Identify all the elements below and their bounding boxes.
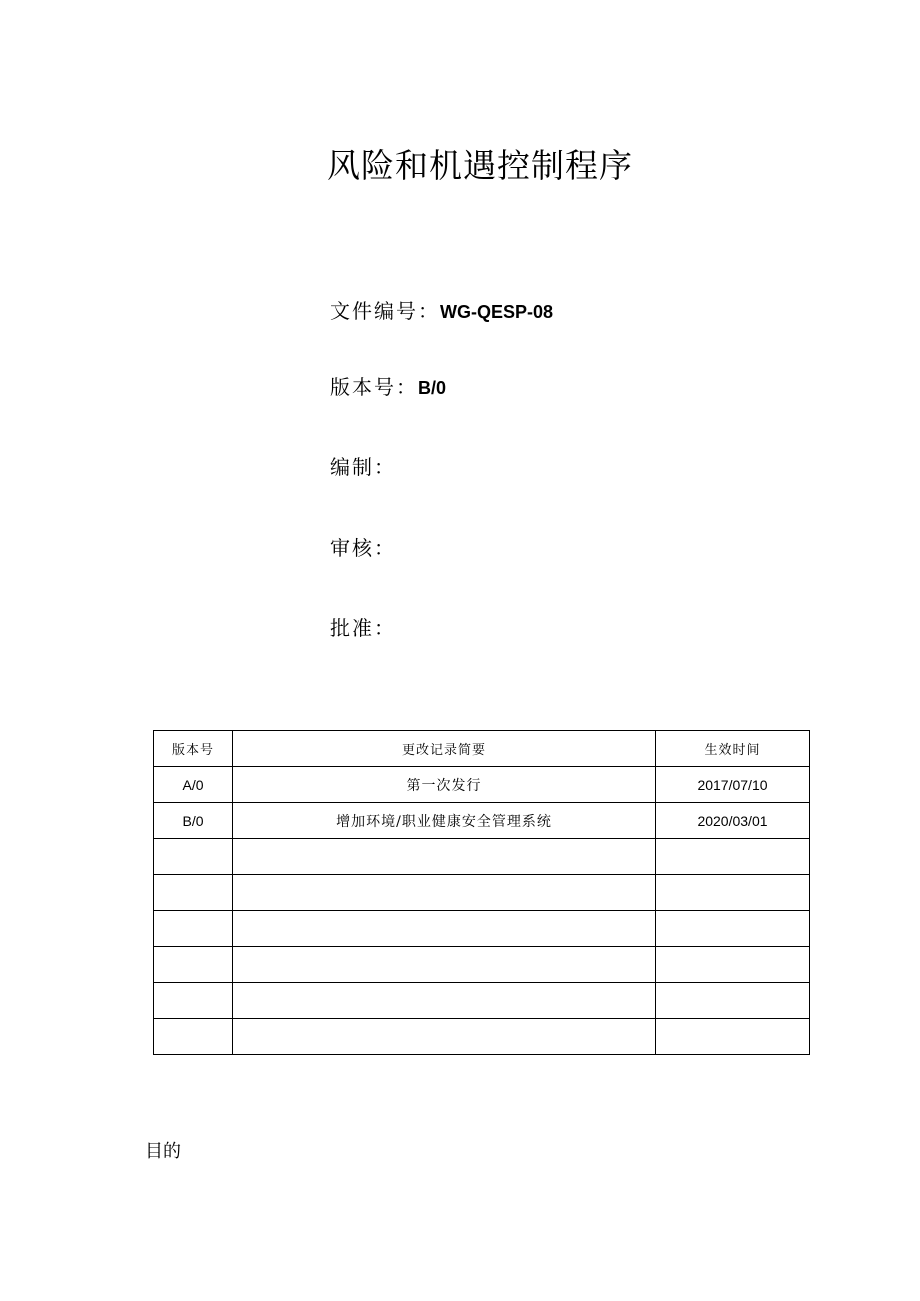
cell-summary bbox=[233, 983, 656, 1019]
table-row bbox=[154, 875, 810, 911]
header-date: 生效时间 bbox=[656, 731, 810, 767]
cell-version bbox=[154, 911, 233, 947]
prepared-label: 编制： bbox=[330, 455, 396, 479]
reviewed-line bbox=[330, 535, 396, 561]
cell-date bbox=[656, 839, 810, 875]
cell-version: A/0 bbox=[154, 767, 233, 803]
cell-summary bbox=[233, 911, 656, 947]
cell-date bbox=[656, 1019, 810, 1055]
cell-summary bbox=[233, 947, 656, 983]
table-row bbox=[154, 767, 810, 803]
cell-summary: 第一次发行 bbox=[233, 767, 656, 803]
cell-version bbox=[154, 875, 233, 911]
cell-date bbox=[656, 947, 810, 983]
header-version: 版本号 bbox=[154, 731, 233, 767]
version-label: 版本号： bbox=[330, 375, 418, 399]
cell-date: 2020/03/01 bbox=[656, 803, 810, 839]
cell-version bbox=[154, 1019, 233, 1055]
table-row bbox=[154, 911, 810, 947]
table-row bbox=[154, 947, 810, 983]
version-value: B/0 bbox=[418, 378, 447, 398]
approved-label: 批准： bbox=[330, 616, 396, 640]
revision-table bbox=[153, 730, 810, 1055]
document-title: 风险和机遇控制程序 bbox=[327, 146, 633, 185]
table-row bbox=[154, 803, 810, 839]
cell-version: B/0 bbox=[154, 803, 233, 839]
revision-table-header bbox=[154, 731, 810, 767]
table-row bbox=[154, 839, 810, 875]
cell-summary bbox=[233, 875, 656, 911]
approved-line bbox=[330, 615, 396, 641]
cell-date: 2017/07/10 bbox=[656, 767, 810, 803]
cell-summary bbox=[233, 1019, 656, 1055]
cell-summary: 增加环境/职业健康安全管理系统 bbox=[233, 803, 656, 839]
cell-summary bbox=[233, 839, 656, 875]
cell-date bbox=[656, 911, 810, 947]
purpose-heading: 目的 bbox=[145, 1141, 181, 1162]
table-row bbox=[154, 983, 810, 1019]
doc-number-value: WG-QESP-08 bbox=[440, 302, 554, 322]
cell-version bbox=[154, 839, 233, 875]
doc-number-label: 文件编号： bbox=[330, 299, 440, 323]
cell-version bbox=[154, 947, 233, 983]
cell-version bbox=[154, 983, 233, 1019]
doc-number-line bbox=[330, 298, 553, 325]
table-row bbox=[154, 1019, 810, 1055]
version-line bbox=[330, 374, 446, 401]
reviewed-label: 审核： bbox=[330, 536, 396, 560]
cell-date bbox=[656, 875, 810, 911]
cell-date bbox=[656, 983, 810, 1019]
prepared-line bbox=[330, 454, 396, 480]
header-summary: 更改记录简要 bbox=[233, 731, 656, 767]
